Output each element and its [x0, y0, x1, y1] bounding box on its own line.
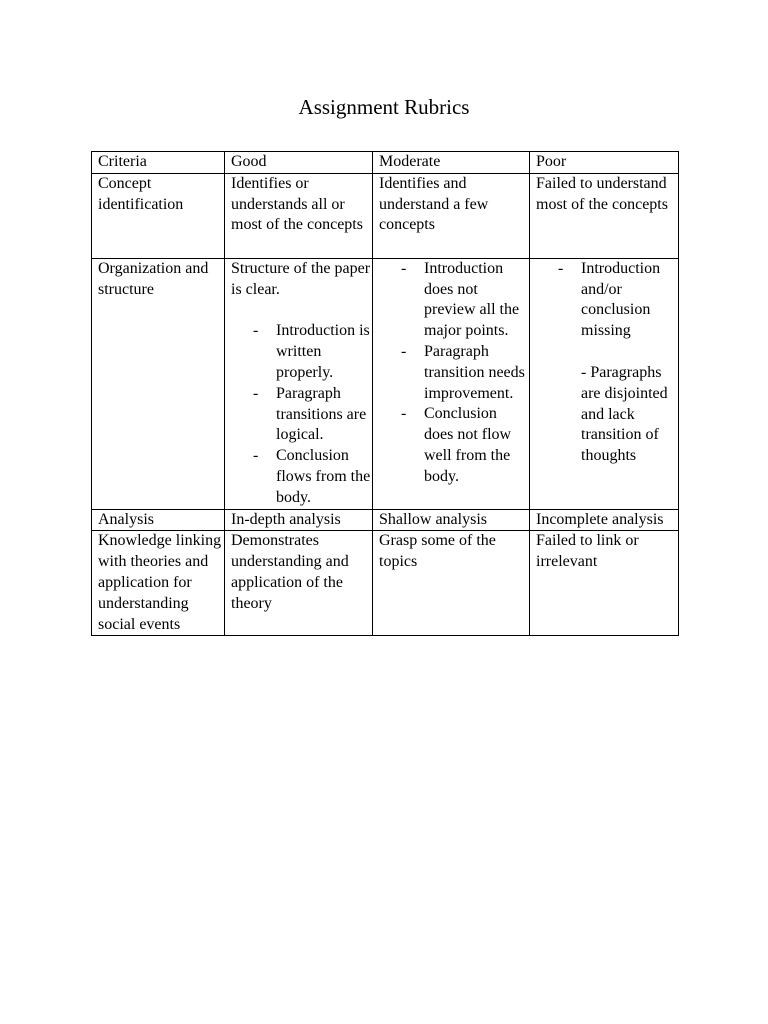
list-item: - Paragraph transitions are logical. — [253, 384, 367, 444]
moderate-cell: Shallow analysis — [373, 509, 530, 531]
moderate-bullet-list — [379, 259, 529, 488]
poor-cell: Failed to link or irrelevant — [530, 531, 679, 636]
rubric-table — [91, 151, 679, 636]
dash-marker: - — [401, 405, 407, 423]
header-good: Good — [225, 152, 373, 174]
poor-paragraph: - Paragraphs are disjointed and lack transition of thoughts — [581, 363, 668, 465]
list-item: - Conclusion does not flow well from the body. — [401, 405, 512, 485]
table-row — [92, 258, 679, 509]
list-item: - Conclusion flows from the body. — [253, 447, 371, 506]
table-header-row — [92, 152, 679, 174]
good-cell: Demonstrates understanding and application of the theory — [225, 531, 373, 636]
criteria-cell: Organization and structure — [92, 258, 225, 509]
table-row — [92, 509, 679, 531]
criteria-cell: Analysis — [92, 509, 225, 531]
criteria-cell: Concept identification — [92, 173, 225, 258]
header-moderate: Moderate — [373, 152, 530, 174]
table-row — [92, 173, 679, 258]
list-item: - Introduction does not preview all the major points. — [401, 259, 520, 340]
table-row — [92, 531, 679, 636]
good-cell — [225, 258, 373, 509]
poor-cell: Incomplete analysis — [530, 509, 679, 531]
dash-marker: - — [253, 322, 259, 340]
moderate-cell: Identifies and understand a few concepts — [373, 173, 530, 258]
dash-marker: - — [401, 259, 407, 277]
list-item: - Paragraph transition needs improvement. — [401, 342, 525, 402]
poor-bullet-list — [536, 259, 678, 342]
good-cell: Identifies or understands all or most of the concepts — [225, 173, 373, 258]
dash-marker: - — [558, 259, 564, 277]
good-intro-text: Structure of the paper is clear. — [231, 259, 371, 298]
dash-marker: - — [253, 384, 259, 402]
dash-marker: - — [401, 342, 407, 360]
list-item: - Introduction is written properly. — [253, 322, 370, 381]
good-bullet-list — [231, 321, 372, 508]
poor-cell — [530, 258, 679, 509]
document-title: Assignment Rubrics — [298, 95, 470, 119]
dash-marker: - — [253, 447, 259, 465]
list-item: - Introduction and/or conclusion missing — [558, 259, 661, 340]
moderate-cell — [373, 258, 530, 509]
moderate-cell: Grasp some of the topics — [373, 531, 530, 636]
criteria-cell: Knowledge linking with theories and application for understanding social events — [92, 531, 225, 636]
good-cell: In-depth analysis — [225, 509, 373, 531]
header-poor: Poor — [530, 152, 679, 174]
header-criteria: Criteria — [92, 152, 225, 174]
poor-cell: Failed to understand most of the concepts — [530, 173, 679, 258]
